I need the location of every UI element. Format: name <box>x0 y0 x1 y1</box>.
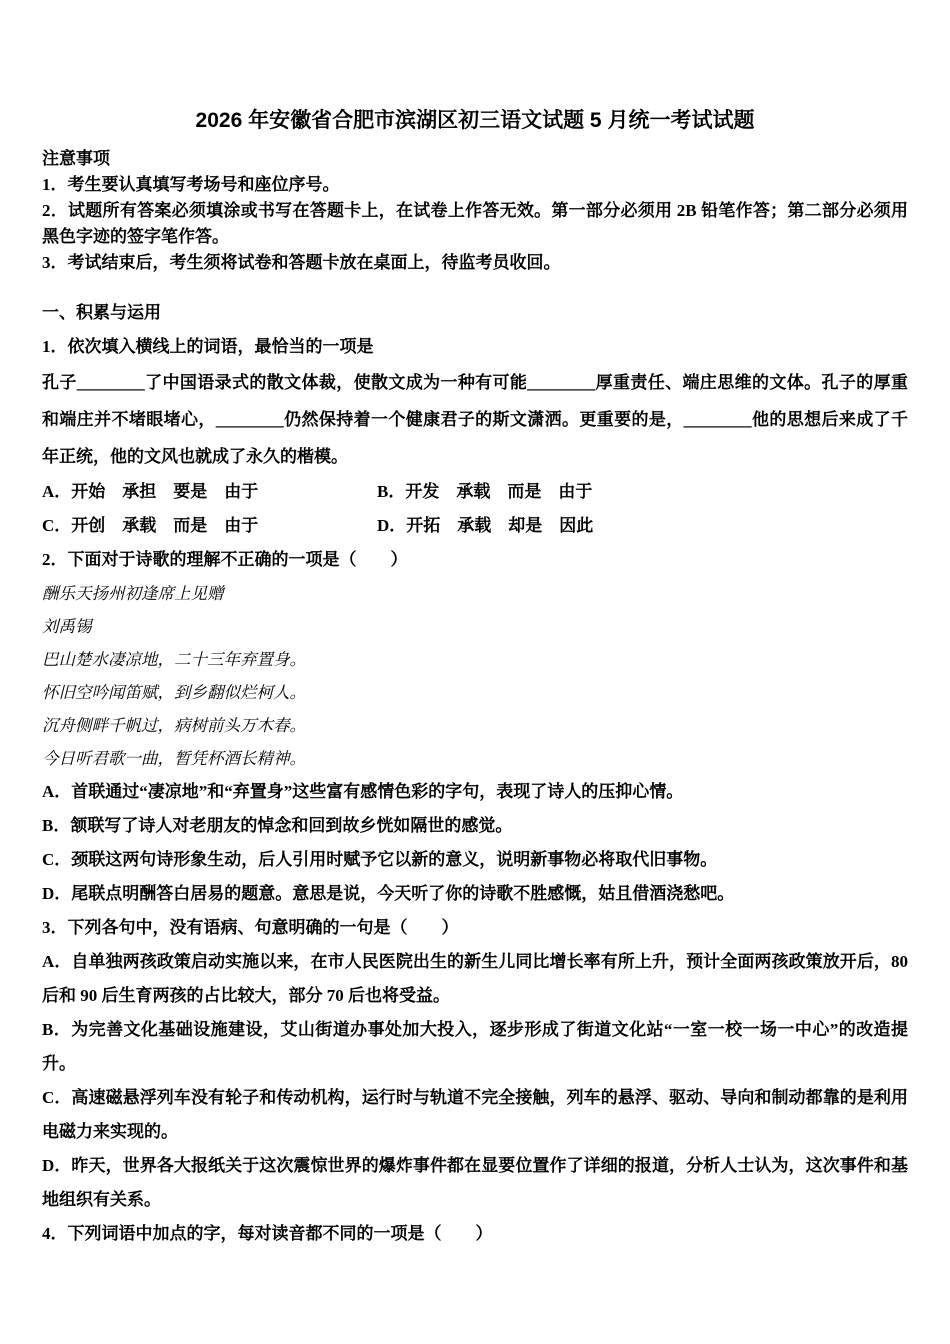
poem-line-4: 今日听君歌一曲，暂凭杯酒长精神。 <box>42 749 306 768</box>
poem-author: 刘禹锡 <box>42 617 92 636</box>
poem-line-3: 沉舟侧畔千帆过，病树前头万木春。 <box>42 716 306 735</box>
question-2-option-c: C．颈联这两句诗形象生动，后人引用时赋予它以新的意义，说明新事物必将取代旧事物。 <box>42 850 718 869</box>
question-1-options-row-2 <box>42 509 908 543</box>
notice-section <box>42 146 908 276</box>
section-1-heading: 一、积累与运用 <box>42 303 161 322</box>
question-2-option-d: D．尾联点明酬答白居易的题意。意思是说，今天听了你的诗歌不胜感慨，姑且借酒浇愁吧。 <box>42 884 735 903</box>
question-3-option-b: B．为完善文化基础设施建设，艾山街道办事处加大投入，逐步形成了街道文化站“一室一校一场一中心”的改造提升。 <box>42 1020 908 1073</box>
page-title: 2026 年安徽省合肥市滨湖区初三语文试题 5 月统一考试试题 <box>195 109 755 132</box>
question-3-stem: 3．下列各句中，没有语病、句意明确的一句是（ ） <box>42 918 459 937</box>
question-1-options-row-1 <box>42 475 908 509</box>
question-1-passage: 孔子________了中国语录式的散文体裁，使散文成为一种有可能________厚重责任、端庄思维的文体。孔子的厚重和端庄并不堵眼堵心，________仍然保持着一个健康君子的斯文潇洒。更重要的是，________他的思想后来成了千年正统，他的文风也就成了永久的楷模。 <box>42 373 908 466</box>
question-1-stem: 1．依次填入横线上的词语，最恰当的一项是 <box>42 337 374 356</box>
question-3-option-a: A．自单独两孩政策启动实施以来，在市人民医院出生的新生儿同比增长率有所上升，预计全面两孩政策放开后，80 后和 90 后生育两孩的占比较大，部分 70 后也将受益。 <box>42 952 908 1005</box>
question-1-option-b: B．开发 承载 而是 由于 <box>377 482 593 501</box>
notice-item-3: 3．考试结束后，考生须将试卷和答题卡放在桌面上，待监考员收回。 <box>42 253 561 272</box>
poem-line-1: 巴山楚水凄凉地，二十三年弃置身。 <box>42 650 306 669</box>
poem-line-2: 怀旧空吟闻笛赋，到乡翻似烂柯人。 <box>42 683 306 702</box>
poem-title: 酬乐天扬州初逢席上见赠 <box>42 584 224 603</box>
notice-item-1: 1．考生要认真填写考场号和座位序号。 <box>42 175 340 194</box>
notice-item-2: 2．试题所有答案必须填涂或书写在答题卡上，在试卷上作答无效。第一部分必须用 2B 铅笔作答；第二部分必须用黑色字迹的签字笔作答。 <box>42 201 908 246</box>
question-3-option-d: D．昨天，世界各大报纸关于这次震惊世界的爆炸事件都在显要位置作了详细的报道，分析人士认为，这次事件和基地组织有关系。 <box>42 1156 908 1209</box>
question-4-stem: 4．下列词语中加点的字，每对读音都不同的一项是（ ） <box>42 1224 493 1243</box>
question-2-option-a: A．首联通过“凄凉地”和“弃置身”这些富有感情色彩的字句，表现了诗人的压抑心情。 <box>42 782 684 801</box>
exam-body <box>42 296 908 1251</box>
question-3-option-c: C．高速磁悬浮列车没有轮子和传动机构，运行时与轨道不完全接触，列车的悬浮、驱动、导向和制动都靠的是利用电磁力来实现的。 <box>42 1088 908 1141</box>
question-1-option-a: A．开始 承担 要是 由于 <box>42 482 259 501</box>
notice-heading: 注意事项 <box>42 149 110 168</box>
question-1-option-d: D．开拓 承载 却是 因此 <box>377 516 594 535</box>
question-1-option-c: C．开创 承载 而是 由于 <box>42 516 259 535</box>
question-2-option-b: B．颔联写了诗人对老朋友的悼念和回到故乡恍如隔世的感觉。 <box>42 816 513 835</box>
question-2-stem: 2．下面对于诗歌的理解不正确的一项是（ ） <box>42 550 408 569</box>
